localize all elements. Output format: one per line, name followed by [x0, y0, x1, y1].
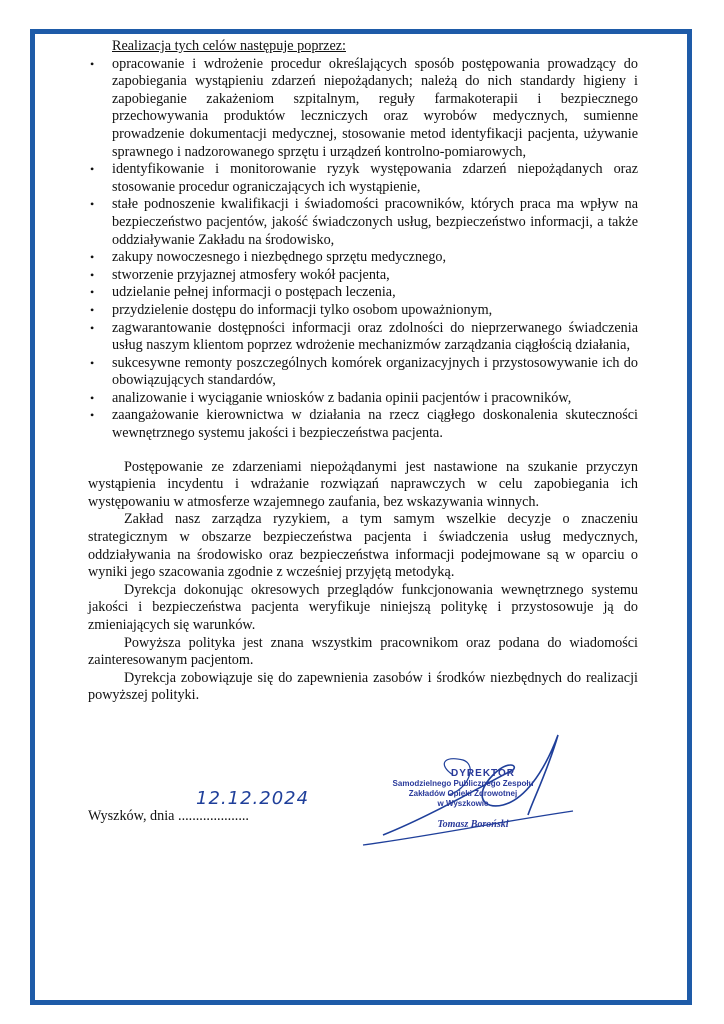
list-item: [88, 320, 638, 355]
list-item: [88, 196, 638, 249]
list-item: [88, 407, 638, 442]
bullet-icon: •: [90, 355, 95, 370]
list-item: [88, 302, 638, 320]
paragraphs: [88, 459, 638, 705]
list-item-text: opracowanie i wdrożenie procedur określających sposób postępowania prowadzący do zapobiegania wystąpieniu zdarzeń niepożądanych; należą do nich standardy higieny i zapobieganie zakażeniom szpitalnym, reguły farmakoterapii i bezpiecznego przechowywania produktów leczniczych oraz wyrobów medycznych, sumienne prowadzenie dokumentacji medycznej, stosowanie metod identyfikacji pacjenta, używanie sprawnego i nadzorowanego sprzętu i urządzeń kontrolno-pomiarowych,: [112, 55, 638, 160]
list-item: [88, 355, 638, 390]
list-item-text: analizowanie i wyciąganie wniosków z badania opinii pacjentów i pracowników,: [112, 389, 572, 406]
list-item: [88, 249, 638, 267]
bullet-icon: •: [90, 285, 95, 300]
goals-list: [88, 56, 638, 443]
paragraph: Dyrekcja dokonując okresowych przeglądów funkcjonowania wewnętrznego systemu jakości i bezpieczeństwa pacjenta weryfikuje niniejszą politykę i przystosowuje ją do zmieniających się warunków.: [88, 581, 638, 633]
list-item: [88, 161, 638, 196]
list-item-text: przydzielenie dostępu do informacji tylko osobom upoważnionym,: [112, 301, 493, 318]
list-item: [88, 267, 638, 285]
bullet-icon: •: [90, 408, 95, 423]
stamp-line-1: Samodzielnego Publicznego Zespołu: [392, 779, 534, 788]
handwritten-date: 12.12.2024: [196, 788, 310, 809]
bullet-icon: •: [90, 320, 95, 335]
bullet-icon: •: [90, 56, 95, 71]
list-item-text: zaangażowanie kierownictwa w działania na rzecz ciągłego doskonalenia skuteczności wewnętrznego systemu jakości i bezpieczeństwa pacjenta.: [112, 407, 638, 442]
list-item: [88, 390, 638, 408]
list-item-text: sukcesywne remonty poszczególnych komórek organizacyjnych i przystosowywanie ich do obowiązujących standardów,: [112, 354, 638, 389]
stamp-name: Tomasz Boroński: [437, 819, 509, 830]
stamp-line-3: w Wyszkowie: [437, 799, 489, 808]
list-item: [88, 56, 638, 162]
intro-heading: Realizacja tych celów następuje poprzez:: [112, 38, 346, 54]
document-body: [88, 38, 638, 705]
bullet-icon: •: [90, 250, 95, 265]
bullet-icon: •: [90, 162, 95, 177]
paragraph: Dyrekcja zobowiązuje się do zapewnienia zasobów i środków niezbędnych do realizacji powyższej polityki.: [88, 669, 638, 704]
list-item: [88, 284, 638, 302]
signature-block: [88, 768, 648, 870]
stamp-title: DYREKTOR: [451, 768, 515, 779]
list-item-text: identyfikowanie i monitorowanie ryzyk występowania zdarzeń niepożądanych oraz stosowanie procedur ograniczających ich wystąpienie,: [112, 161, 638, 195]
bullet-icon: •: [90, 267, 95, 282]
director-stamp: [358, 768, 568, 858]
bullet-icon: •: [90, 197, 95, 212]
paragraph: Postępowanie ze zdarzeniami niepożądanymi jest nastawione na szukanie przyczyn wystąpienia incydentu i wdrażanie rozwiązań naprawczych w celu zapobiegania ich występowaniu w atmosferze wzajemnego zaufania, bez wskazywania winnych.: [88, 458, 638, 510]
list-item-text: zakupy nowoczesnego i niezbędnego sprzętu medycznego,: [112, 249, 447, 266]
stamp-line-2: Zakładów Opieki Zdrowotnej: [408, 789, 518, 798]
list-item-text: stałe podnoszenie kwalifikacji i świadomości pracowników, których praca ma wpływ na bezpieczeństwo pacjentów, jakość świadczonych usług, bezpieczeństwo informacji, a także oddziaływanie Zakładu na środowisko,: [112, 196, 638, 248]
bullet-icon: •: [90, 302, 95, 317]
list-item-text: zagwarantowanie dostępności informacji oraz zdolności do nieprzerwanego świadczenia usług naszym klientom poprzez wdrożenie mechanizmów zarządzania ciągłością działania,: [112, 319, 638, 354]
paragraph: Powyższa polityka jest znana wszystkim pracownikom oraz podana do wiadomości zainteresowanym pacjentom.: [88, 634, 638, 669]
paragraph: Zakład nasz zarządza ryzykiem, a tym samym wszelkie decyzje o znaczeniu strategicznym w obszarze bezpieczeństwa pacjenta i świadczenia usług medycznych, oddziaływania na środowisko oraz bezpieczeństwa informacji podejmowane są w oparciu o wyniki jego szacowania zgodnie z wcześniej przyjętą metodyką.: [88, 511, 638, 581]
place-date: Wyszków, dnia ....................: [88, 808, 249, 824]
list-item-text: stworzenie przyjaznej atmosfery wokół pacjenta,: [112, 266, 390, 283]
list-item-text: udzielanie pełnej informacji o postępach leczenia,: [112, 284, 396, 301]
bullet-icon: •: [90, 390, 95, 405]
